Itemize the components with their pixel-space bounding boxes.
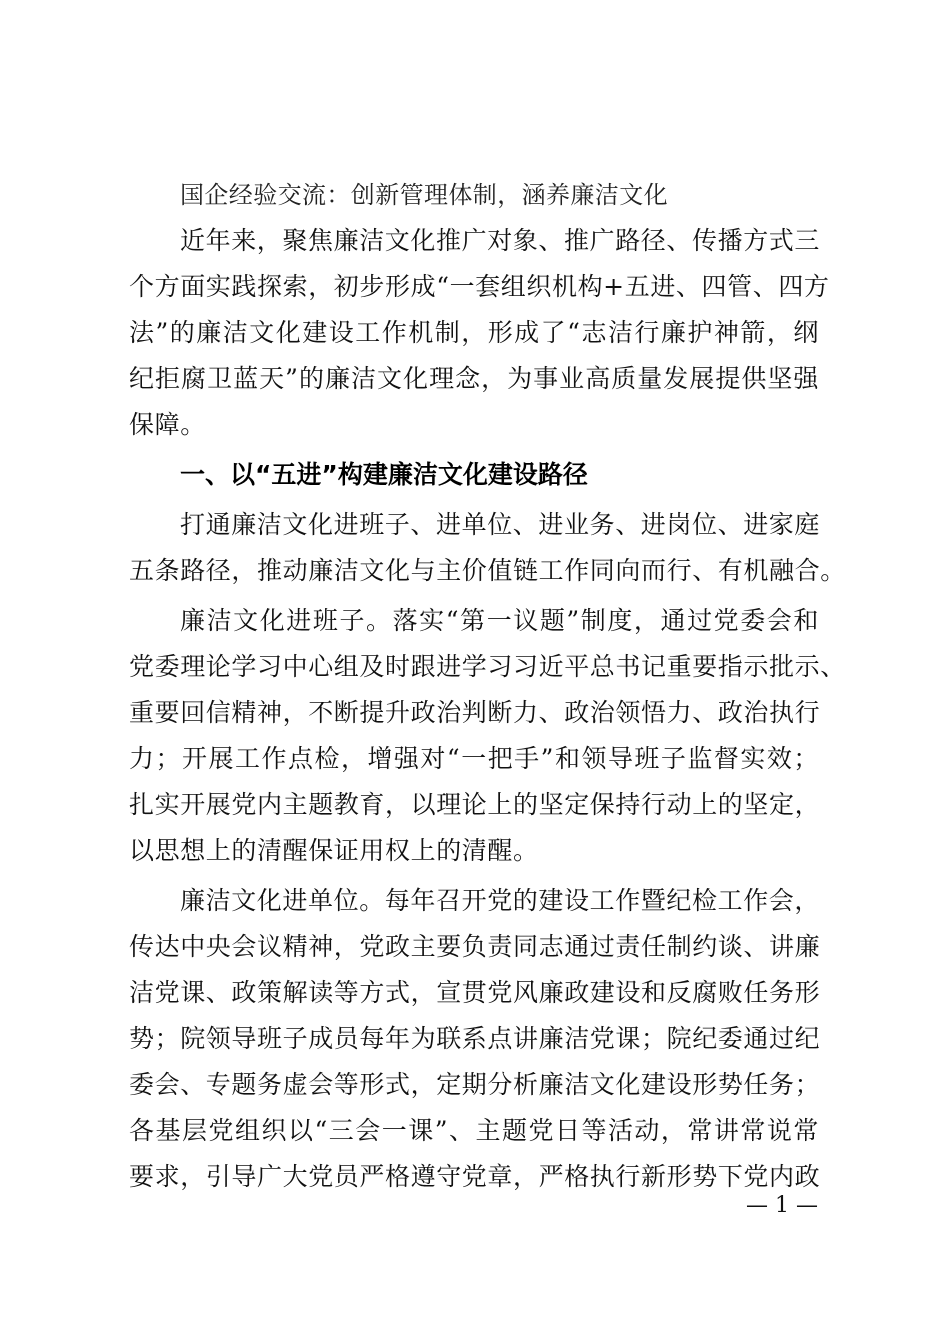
paragraph-line: 个方面实践探索，初步形成“一套组织机构+五进、四管、四方 (129, 272, 830, 301)
paragraph-line: 党委理论学习中心组及时跟进学习习近平总书记重要指示批示、 (129, 652, 846, 681)
paragraph-line: 纪拒腐卫蓝天”的廉洁文化理念，为事业高质量发展提供坚强 (129, 364, 819, 393)
page-number: — 1 — (746, 1193, 818, 1218)
paragraph-line: 五条路径，推动廉洁文化与主价值链工作同向而行、有机融合。 (129, 556, 846, 585)
paragraph-line: 廉洁文化进单位。每年召开党的建设工作暨纪检工作会， (180, 886, 821, 915)
section-heading: 一、以“五进”构建廉洁文化建设路径 (180, 460, 588, 489)
paragraph-line: 重要回信精神，不断提升政治判断力、政治领悟力、政治执行 (129, 698, 821, 727)
paragraph-line: 要求，引导广大党员严格遵守党章，严格执行新形势下党内政 (129, 1162, 821, 1191)
paragraph-line: 法”的廉洁文化建设工作机制，形成了“志洁行廉护神箭，纲 (129, 318, 819, 347)
paragraph-line: 廉洁文化进班子。落实“第一议题”制度，通过党委会和 (180, 606, 819, 635)
paragraph-five-paths (129, 502, 846, 594)
paragraph-line: 打通廉洁文化进班子、进单位、进业务、进岗位、进家庭 (180, 510, 821, 539)
paragraph-line: 势；院领导班子成员每年为联系点讲廉洁党课；院纪委通过纪 (129, 1024, 821, 1053)
paragraph-line: 各基层党组织以“三会一课”、主题党日等活动，常讲常说常 (129, 1116, 819, 1145)
paragraph-units (129, 878, 819, 1200)
paragraph-leadership (129, 598, 846, 874)
paragraph-line: 洁党课、政策解读等方式，宣贯党风廉政建设和反腐败任务形 (129, 978, 821, 1007)
paragraph-line: 近年来，聚焦廉洁文化推广对象、推广路径、传播方式三 (180, 226, 821, 255)
paragraph-line: 保障。 (129, 410, 206, 439)
document-title: 国企经验交流：创新管理体制，涵养廉洁文化 (180, 181, 668, 209)
paragraph-line: 传达中央会议精神，党政主要负责同志通过责任制约谈、讲廉 (129, 932, 821, 961)
paragraph-line: 力；开展工作点检，增强对“一把手”和领导班子监督实效； (129, 744, 819, 773)
paragraph-line: 以思想上的清醒保证用权上的清醒。 (129, 836, 539, 865)
paragraph-intro (129, 218, 830, 448)
document-body (129, 172, 846, 1200)
paragraph-line: 委会、专题务虚会等形式，定期分析廉洁文化建设形势任务； (129, 1070, 821, 1099)
paragraph-line: 扎实开展党内主题教育，以理论上的坚定保持行动上的坚定， (129, 790, 821, 819)
